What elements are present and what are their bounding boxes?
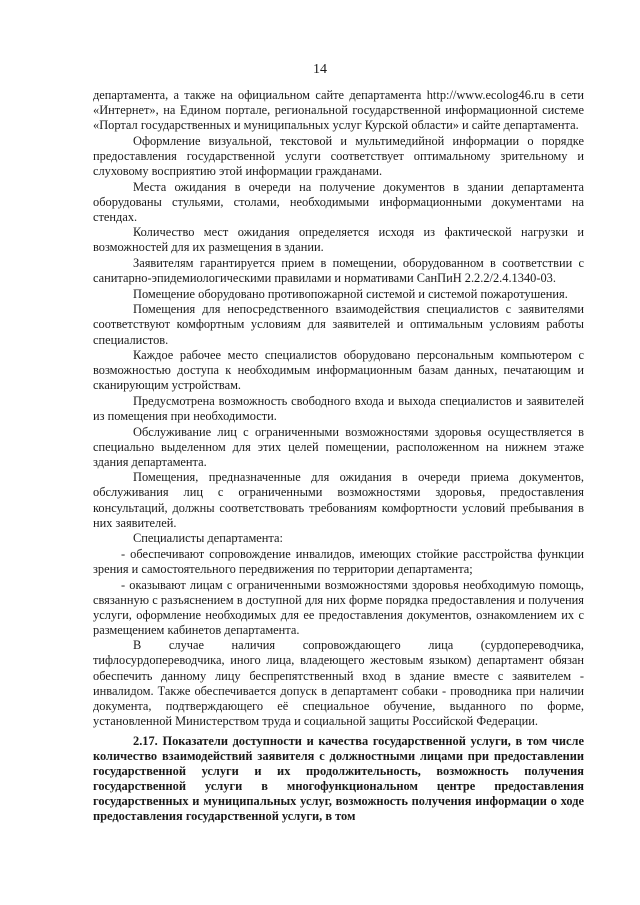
paragraph-free-access: Предусмотрена возможность свободного входа и выхода специалистов и заявителей из помещения при необходимости. xyxy=(93,393,584,423)
paragraph-comfort: Помещения, предназначенные для ожидания в очереди приема документов, обслуживания лиц с ограниченными возможностями здоровья, предоставления консультаций, должны соответствовать требованиям комфортности условий пребывания в них заявителей. xyxy=(93,470,584,530)
paragraph-disabled-service: Обслуживание лиц с ограниченными возможностями здоровья осуществляется в специально выделенном для этих целей помещении, расположенном на нижнем этаже здания департамента. xyxy=(93,424,584,469)
paragraph-accompanying-person: В случае наличия сопровождающего лица (сурдопереводчика, тифлосурдопереводчика, иного лица, владеющего жестовым языком) департамент обязан обеспечить данному лицу беспрепятственный вход в здание вместе с заявителем - инвалидом. Также обеспечивается допуск в департамент собаки - проводника при наличии документа, подтверждающего её специальное обучение, выданного по форме, установленной Министерством труда и социальной защиты Российской Федерации. xyxy=(93,638,584,728)
paragraph-site-info: департамента, а также на официальном сайте департамента http://www.ecolog46.ru в сети «Интернет», на Едином портале, региональной государственной информационной системе «Портал государственных и муниципальных услуг Курской области» и сайте департамента. xyxy=(93,88,584,133)
paragraph-interaction-rooms: Помещения для непосредственного взаимодействия специалистов с заявителями соответствуют комфортным условиям для заявителей и оптимальным условиям работы специалистов. xyxy=(93,302,584,347)
paragraph-waiting-count: Количество мест ожидания определяется исходя из фактической нагрузки и возможностей для их размещения в здании. xyxy=(93,225,584,255)
list-item-assistance: - оказывают лицам с ограниченными возможностями здоровья необходимую помощь, связанную с разъяснением в доступной для них форме порядка предоставления и получения услуги, оформление необходимых для ее предоставления документов, ознакомлением их с размещением кабинетов департамента. xyxy=(93,577,584,637)
page-number: 14 xyxy=(313,62,327,77)
paragraph-visual-info: Оформление визуальной, текстовой и мультимедийной информации о порядке предоставления государственной услуги соответствует оптимальному зрительному и слуховому восприятию этой информации гражданами. xyxy=(93,133,584,178)
section-heading-2-17: 2.17. Показатели доступности и качества государственной услуги, в том числе количество взаимодействий заявителя с должностными лицами при предоставлении государственной услуги и их продолжительность, возможность получения государственной услуги в многофункциональном центре предоставления государственных и муниципальных услуг, возможность получения информации о ходе предоставления государственной услуги, в том xyxy=(93,733,584,824)
paragraph-specialists-heading: Специалисты департамента: xyxy=(133,531,283,546)
paragraph-fire-system: Помещение оборудовано противопожарной системой и системой пожаротушения. xyxy=(133,286,568,301)
paragraph-sanitary: Заявителям гарантируется прием в помещении, оборудованном в соответствии с санитарно-эпидемиологическими правилами и нормативами СанПиН 2.2.2/2.4.1340-03. xyxy=(93,256,584,286)
paragraph-workplaces: Каждое рабочее место специалистов оборудовано персональным компьютером с возможностью доступа к необходимым информационным базам данных, печатающим и сканирующим устройствам. xyxy=(93,348,584,393)
list-item-escort: - обеспечивают сопровождение инвалидов, имеющих стойкие расстройства функции зрения и самостоятельного передвижения по территории департамента; xyxy=(93,546,584,576)
paragraph-waiting-places: Места ожидания в очереди на получение документов в здании департамента оборудованы стульями, столами, необходимыми информационными документами на стендах. xyxy=(93,179,584,224)
page-body xyxy=(93,88,584,825)
